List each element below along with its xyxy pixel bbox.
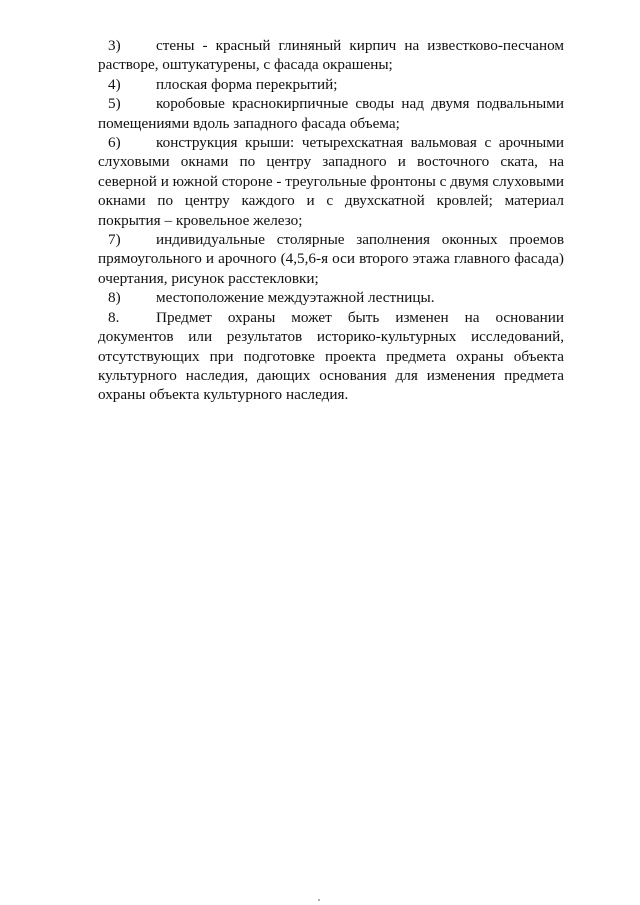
item-number: 4) [108,75,121,93]
item-text: местоположение междуэтажной лестницы. [156,289,435,307]
item-number: 8. [108,308,120,326]
item-text: коробовые краснокирпичные своды над двумя подвальными помещениями вдоль западного фасада объема; [98,95,564,132]
item-text: плоская форма перекрытий; [156,75,338,93]
scan-speck [318,899,320,901]
item-text: Предмет охраны может быть изменен на основании документов или результатов историко-культурных исследований, отсутствующих при подготовке проекта предмета охраны объекта культурного наследия, дающих основания для изменения предмета охраны объекта культурного наследия. [98,308,564,404]
item-text: стены - красный глиняный кирпич на известково-песчаном растворе, оштукатурены, с фасада окрашены; [98,37,564,74]
item-number: 7) [108,231,121,249]
item-text: конструкция крыши: четырехскатная вальмовая с арочными слуховыми окнами по центру западного и восточного ската, на северной и южной стороне - треугольные фронтоны с двумя слуховыми окнами по центру каждого и с двухскатной кровлей; материал покрытия – кровельное железо; [98,134,564,229]
list-item [98,133,564,230]
list-item [98,230,564,288]
item-number: 6) [108,134,121,152]
item-number: 8) [108,289,121,307]
list-item [98,75,564,94]
document-body [98,36,564,405]
item-number: 5) [108,95,121,113]
list-item [98,36,564,75]
list-item [98,308,564,405]
list-item [98,288,564,307]
list-item [98,94,564,133]
item-text: индивидуальные столярные заполнения оконных проемов прямоугольного и арочного (4,5,6-я оси второго этажа главного фасада) очертания, рисунок расстекловки; [98,231,564,287]
item-number: 3) [108,37,121,54]
